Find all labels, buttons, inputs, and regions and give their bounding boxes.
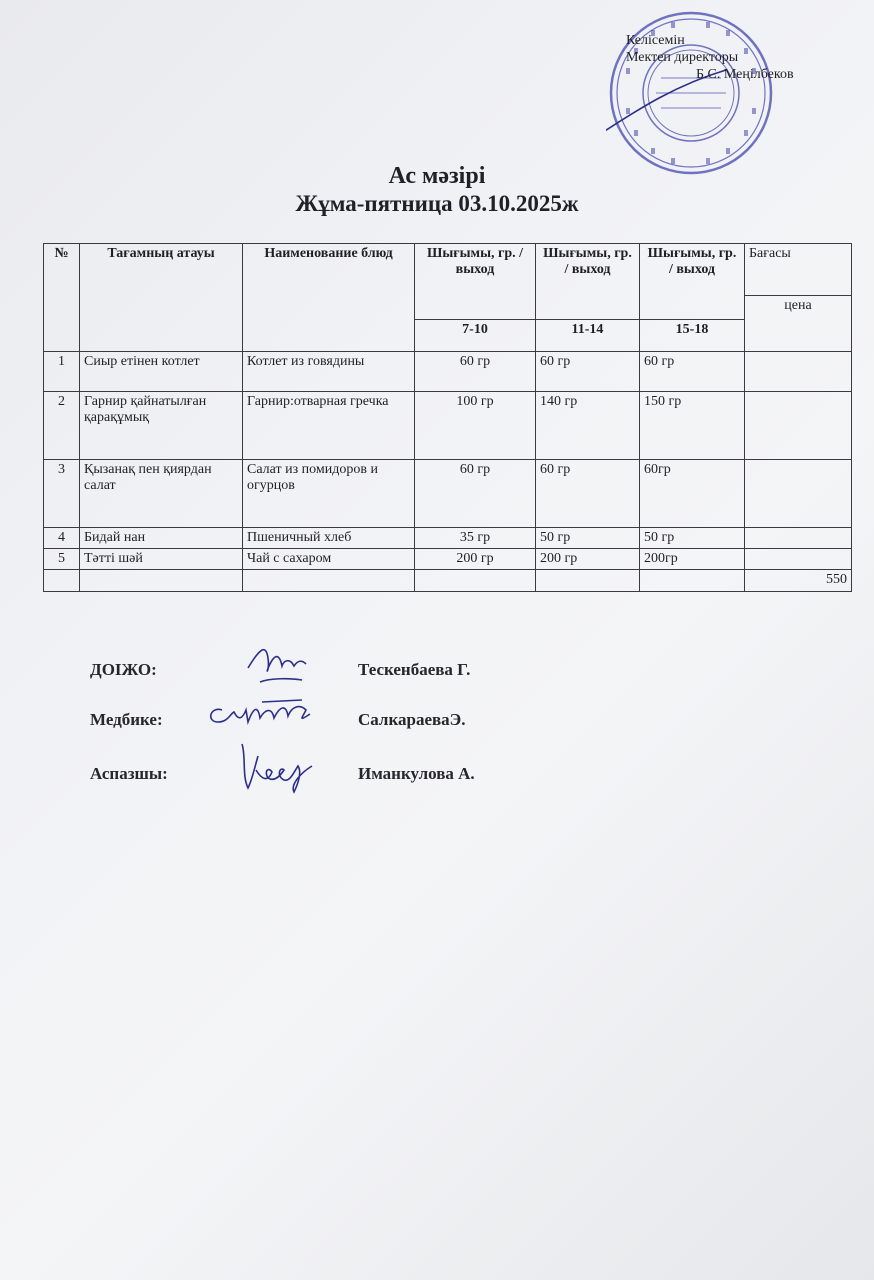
handwritten-signature	[240, 638, 320, 690]
table-row	[44, 549, 852, 570]
header-output-1: Шығымы, гр. / выход	[415, 244, 536, 320]
output-15-18: 200гр	[640, 549, 745, 570]
output-15-18: 60гр	[640, 460, 745, 528]
table-row	[44, 352, 852, 392]
signature-role: ДОІЖО:	[90, 660, 157, 679]
output-15-18: 50 гр	[640, 528, 745, 549]
empty-cell	[80, 570, 243, 592]
dish-name-ru: Котлет из говядины	[243, 352, 415, 392]
dish-name-ru: Гарнир:отварная гречка	[243, 392, 415, 460]
row-num: 2	[44, 392, 80, 460]
header-age-2: 11-14	[536, 320, 640, 352]
signature-name: Иманкулова А.	[358, 764, 475, 783]
handwritten-signature	[202, 696, 327, 736]
price-cell	[745, 528, 852, 549]
dish-name-kz: Сиыр етінен котлет	[80, 352, 243, 392]
header-price-kz: Бағасы	[745, 244, 852, 296]
total-price: 550	[745, 570, 852, 592]
price-cell	[745, 352, 852, 392]
total-row	[44, 570, 852, 592]
approval-block	[626, 32, 866, 83]
row-num: 3	[44, 460, 80, 528]
output-7-10: 60 гр	[415, 352, 536, 392]
header-name-kz: Тағамның атауы	[80, 244, 243, 352]
dish-name-ru: Пшеничный хлеб	[243, 528, 415, 549]
row-num: 4	[44, 528, 80, 549]
output-11-14: 200 гр	[536, 549, 640, 570]
dish-name-kz: Тәтті шәй	[80, 549, 243, 570]
signature-name: Тескенбаева Г.	[358, 660, 471, 679]
output-11-14: 60 гр	[536, 460, 640, 528]
signature-role: Аспазшы:	[90, 764, 168, 783]
page-title	[0, 162, 874, 218]
table-row	[44, 392, 852, 460]
dish-name-ru: Салат из помидоров и огурцов	[243, 460, 415, 528]
handwritten-signature	[228, 736, 328, 802]
table-row	[44, 460, 852, 528]
title-line-1: Ас мәзірі	[388, 163, 486, 189]
header-num: №	[44, 244, 80, 352]
header-output-2: Шығымы, гр. / выход	[536, 244, 640, 320]
signature-role: Медбике:	[90, 710, 163, 729]
output-7-10: 35 гр	[415, 528, 536, 549]
price-cell	[745, 460, 852, 528]
signature-row	[90, 710, 610, 740]
output-15-18: 60 гр	[640, 352, 745, 392]
row-num: 1	[44, 352, 80, 392]
empty-cell	[536, 570, 640, 592]
dish-name-ru: Чай с сахаром	[243, 549, 415, 570]
output-15-18: 150 гр	[640, 392, 745, 460]
menu-table	[43, 243, 852, 592]
empty-cell	[415, 570, 536, 592]
price-cell	[745, 549, 852, 570]
empty-cell	[44, 570, 80, 592]
header-age-3: 15-18	[640, 320, 745, 352]
table-row	[44, 528, 852, 549]
dish-name-kz: Бидай нан	[80, 528, 243, 549]
output-11-14: 140 гр	[536, 392, 640, 460]
output-7-10: 60 гр	[415, 460, 536, 528]
price-cell	[745, 392, 852, 460]
empty-cell	[243, 570, 415, 592]
approval-line-3: Б.С. Меңілбеков	[696, 67, 794, 82]
title-line-2: Жұма-пятница 03.10.2025ж	[295, 191, 579, 216]
output-11-14: 60 гр	[536, 352, 640, 392]
empty-cell	[640, 570, 745, 592]
approval-line-2: Мектеп директоры	[626, 50, 739, 65]
output-11-14: 50 гр	[536, 528, 640, 549]
header-price-ru: цена	[745, 296, 852, 352]
output-7-10: 100 гр	[415, 392, 536, 460]
header-output-3: Шығымы, гр. / выход	[640, 244, 745, 320]
output-7-10: 200 гр	[415, 549, 536, 570]
header-row	[44, 244, 852, 296]
row-num: 5	[44, 549, 80, 570]
header-age-1: 7-10	[415, 320, 536, 352]
approval-line-1: Келісемін	[626, 33, 685, 48]
header-name-ru: Наименование блюд	[243, 244, 415, 352]
dish-name-kz: Қызанақ пен қиярдан салат	[80, 460, 243, 528]
signature-name: СалкараеваЭ.	[358, 710, 466, 729]
signature-row	[90, 660, 610, 690]
signature-row	[90, 764, 610, 794]
dish-name-kz: Гарнир қайнатылған қарақұмық	[80, 392, 243, 460]
